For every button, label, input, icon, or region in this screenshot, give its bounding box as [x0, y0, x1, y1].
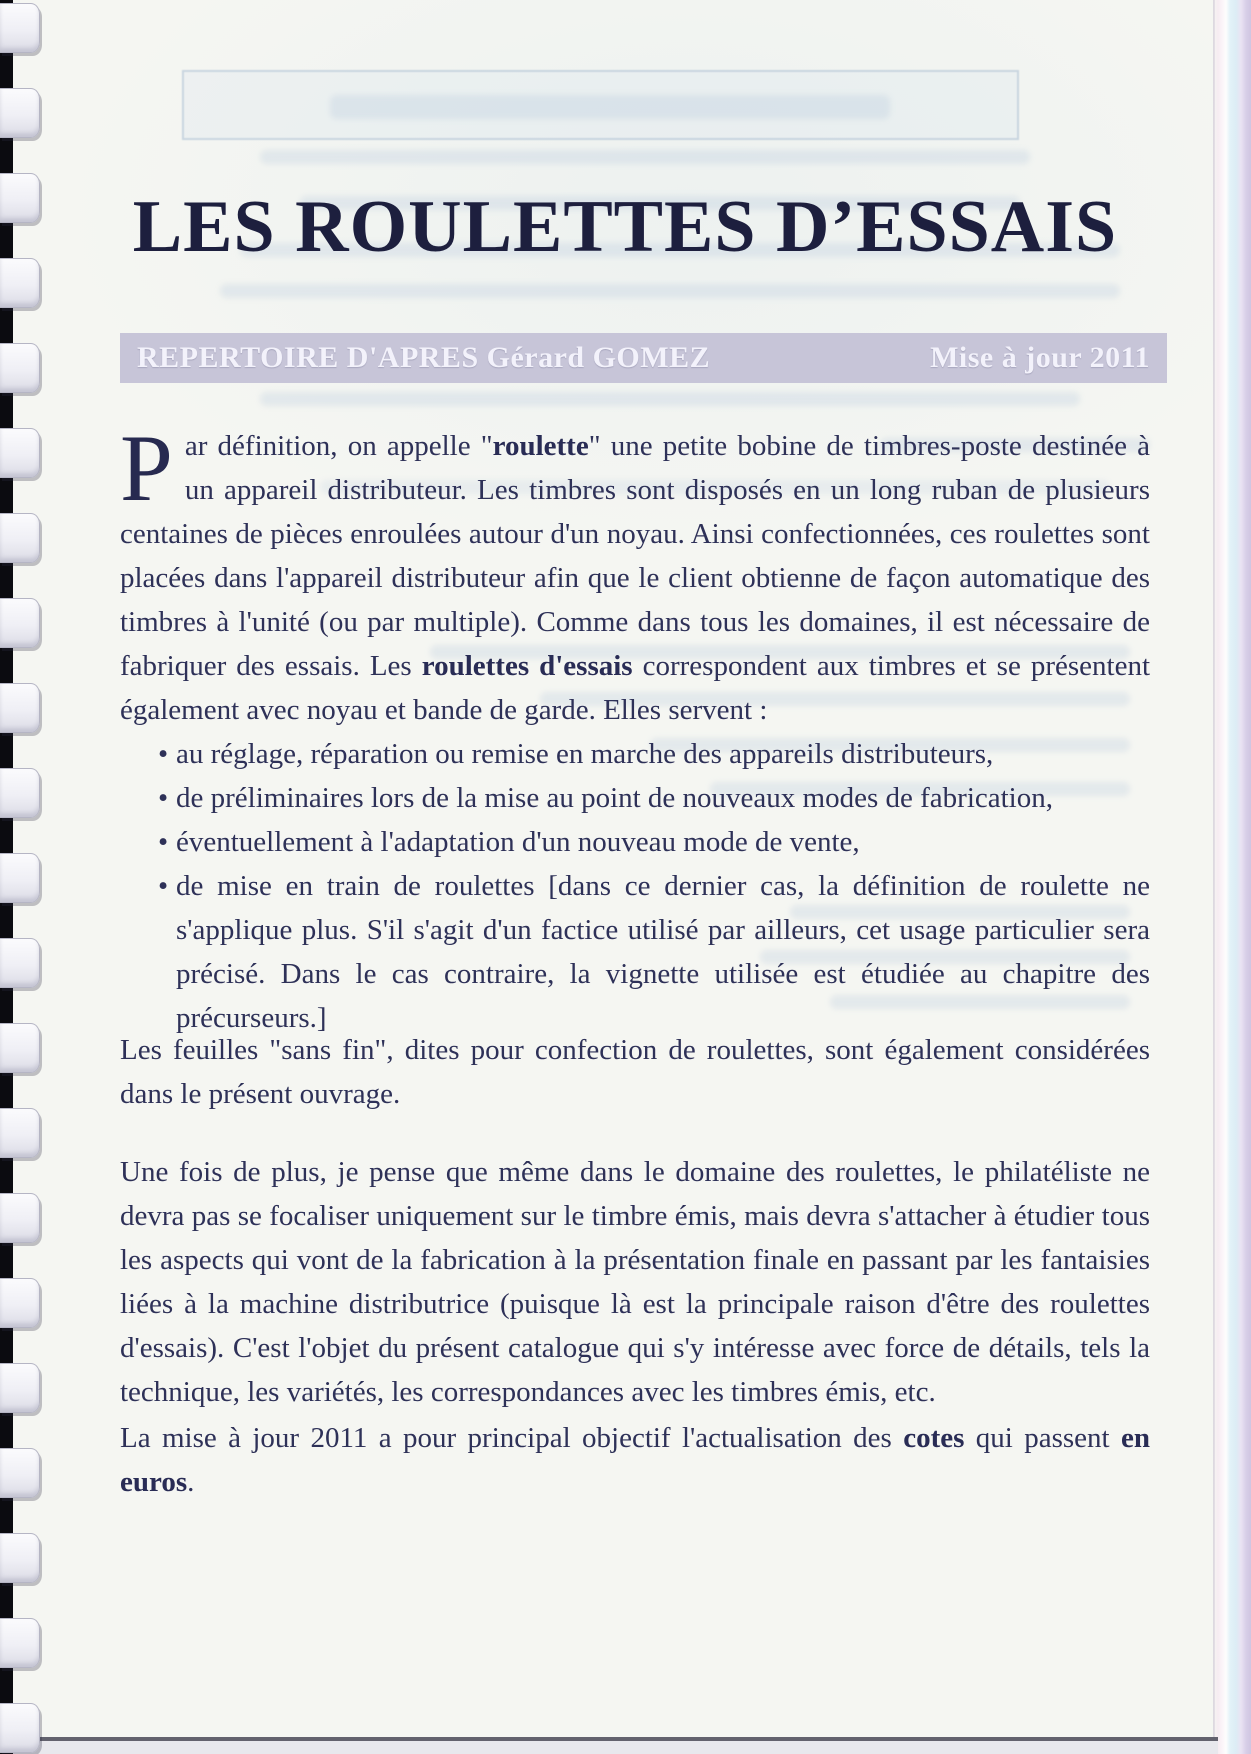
binding-ring [0, 768, 40, 818]
binding-ring [0, 1533, 40, 1583]
bullet-item [158, 732, 1150, 776]
bullet-marker: • [158, 782, 169, 814]
drop-cap: P [120, 415, 173, 521]
subtitle-band [120, 333, 1167, 383]
bullet-list [158, 732, 1150, 1040]
binding-ring [0, 598, 40, 648]
binding-ring [0, 1023, 40, 1073]
bleedthrough-smudge [260, 392, 1080, 406]
binding-ring [0, 428, 40, 478]
bleedthrough-smudge [330, 95, 890, 119]
binding-ring [0, 258, 40, 308]
intro-paragraph [120, 415, 1151, 732]
binding-ring [0, 3, 40, 53]
page-title: LES ROULETTES D’ESSAIS [132, 186, 1118, 268]
binding-ring [0, 1448, 40, 1498]
binding-ring [0, 1108, 40, 1158]
binding-ring [0, 513, 40, 563]
binding-ring [0, 938, 40, 988]
paragraph-mise-a-jour: La mise à jour 2011 a pour principal objectif l'actualisation des cotes qui passent en euros. [120, 1422, 1150, 1498]
bleedthrough-smudge [260, 150, 1030, 164]
binding-ring [0, 683, 40, 733]
bleedthrough-smudge [220, 284, 1120, 298]
bullet-text: de préliminaires lors de la mise au point de nouveaux modes de fabrication, [176, 782, 1053, 814]
intro-section [120, 415, 1151, 1040]
bullet-item [158, 776, 1150, 820]
binding-ring [0, 1618, 40, 1668]
intro-text: ar définition, on appelle "roulette" une petite bobine de timbres-poste destinée à un appareil distributeur. Les timbres sont disposés en un long ruban de plusieurs centaines de pièces enroulées autour d'un noyau. Ainsi confectionnées, ces roulettes sont placées dans l'appareil distributeur afin que le client obtienne de façon automatique des timbres à l'unité (ou par multiple). Comme dans tous les domaines, il est nécessaire de fabriquer des essais. Les roulettes d'essais correspondent aux timbres et se présentent également avec noyau et bande de garde. Elles servent : [120, 430, 1151, 726]
bullet-item [158, 864, 1150, 1040]
bullet-text: de mise en train de roulettes [dans ce dernier cas, la définition de roulette ne s'applique plus. S'il s'agit d'un factice utilisé par ailleurs, cet usage particulier sera précisé. Dans le cas contraire, la vignette utilisée est étudiée au chapitre des précurseurs.] [176, 870, 1150, 1034]
binding-ring [0, 173, 40, 223]
binding-ring [0, 343, 40, 393]
bullet-text: au réglage, réparation ou remise en marche des appareils distributeurs, [176, 738, 994, 770]
binding-ring [0, 1363, 40, 1413]
bullet-marker: • [158, 870, 169, 902]
binding-ring [0, 1278, 40, 1328]
bullet-item [158, 820, 1150, 864]
bullet-marker: • [158, 738, 169, 770]
binding-ring [0, 1193, 40, 1243]
binding-ring [0, 1703, 40, 1753]
paragraph-feuilles: Les feuilles "sans fin", dites pour confection de roulettes, sont également considérées dans le présent ouvrage. [120, 1034, 1150, 1110]
binding-ring [0, 853, 40, 903]
band-right-label: Mise à jour 2011 [930, 341, 1150, 374]
page-bottom-edge [6, 1741, 1218, 1754]
binding-ring [0, 88, 40, 138]
bullet-text: éventuellement à l'adaptation d'un nouveau mode de vente, [176, 826, 860, 858]
band-left-label: REPERTOIRE D'APRES Gérard GOMEZ [137, 341, 711, 374]
page-right-edge-stripes [1213, 0, 1251, 1754]
paragraph-unefois: Une fois de plus, je pense que même dans le domaine des roulettes, le philatéliste ne devra pas se focaliser uniquement sur le timbre émis, mais devra s'attacher à étudier tous les aspects qui vont de la fabrication à la présentation finale en passant par les fantaisies liées à la machine distributrice (puisque là est la principale raison d'être des roulettes d'essais). C'est l'objet du présent catalogue qui s'y intéresse avec force de détails, tels la technique, les variétés, les correspondances avec les timbres émis, etc. [120, 1156, 1150, 1408]
bullet-marker: • [158, 826, 169, 858]
